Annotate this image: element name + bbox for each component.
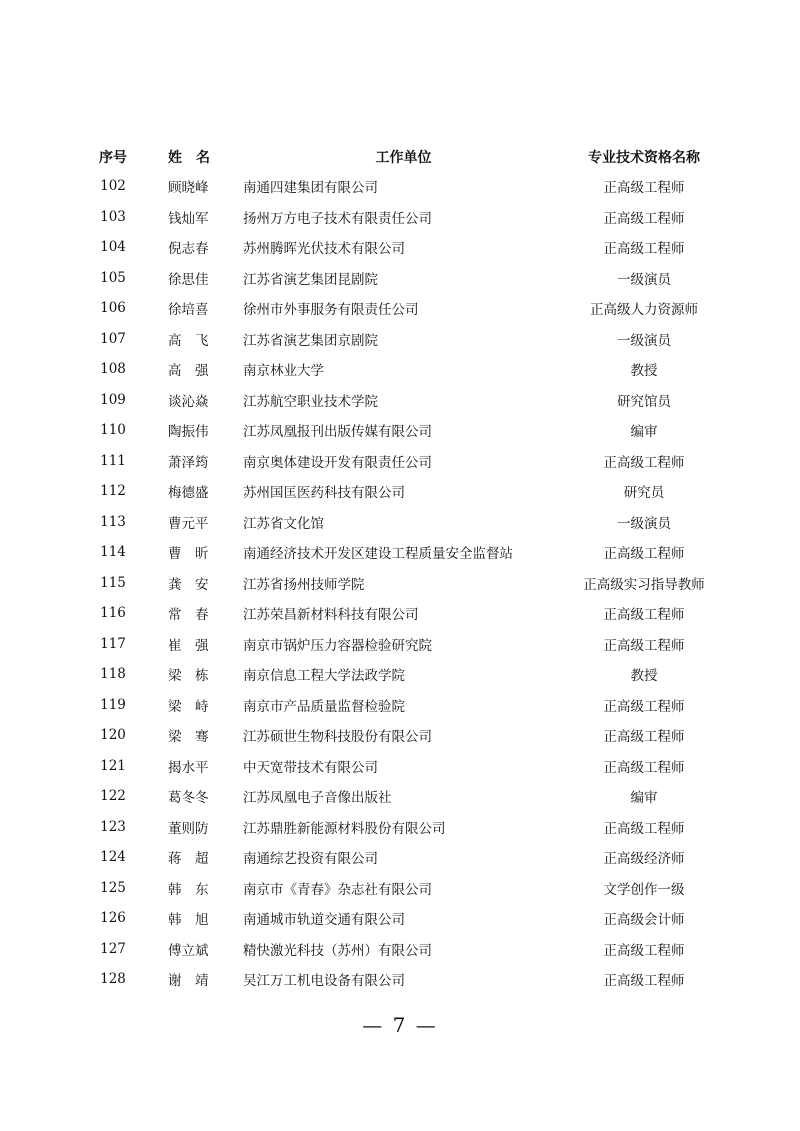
table-row: [88, 873, 714, 904]
row-no: 125: [100, 879, 126, 896]
row-name: 蒋 超: [168, 851, 209, 868]
row-title: 研究员: [623, 485, 665, 502]
row-name: 萧泽筠: [168, 454, 209, 471]
row-no: 102: [100, 178, 126, 195]
row-unit: 南通城市轨道交通有限公司: [243, 912, 405, 929]
row-unit: 江苏荣昌新材料科技有限公司: [243, 607, 419, 624]
table-row: [88, 842, 714, 873]
row-unit: 苏州国匡医药科技有限公司: [243, 485, 405, 502]
table-row: [88, 690, 714, 721]
row-title: 一级演员: [617, 271, 671, 288]
row-unit: 南京林业大学: [243, 363, 324, 380]
table-row: [88, 263, 714, 294]
row-name: 崔 强: [168, 637, 209, 654]
row-title: 正高级工程师: [603, 210, 685, 227]
header-name: 姓 名: [168, 150, 210, 166]
row-name: 徐思佳: [168, 271, 209, 288]
row-no: 105: [100, 269, 126, 286]
row-no: 119: [100, 696, 126, 713]
table-row: [88, 385, 714, 416]
table-row: [88, 232, 714, 263]
table-body: [88, 171, 714, 995]
row-unit: 南通四建集团有限公司: [243, 180, 378, 197]
row-title: 正高级工程师: [603, 180, 685, 197]
row-name: 揭水平: [168, 759, 209, 776]
row-no: 114: [100, 544, 126, 561]
row-title: 教授: [630, 363, 658, 380]
row-no: 126: [100, 910, 126, 927]
table-row: [88, 720, 714, 751]
row-title: 正高级会计师: [603, 912, 685, 929]
table-row: [88, 751, 714, 782]
row-title: 一级演员: [617, 332, 671, 349]
table-row: [88, 812, 714, 843]
row-title: 正高级工程师: [603, 637, 685, 654]
row-no: 128: [100, 971, 126, 988]
table-row: [88, 537, 714, 568]
row-title: 正高级实习指导教师: [583, 576, 705, 593]
table-row: [88, 598, 714, 629]
row-name: 顾晓峰: [168, 180, 209, 197]
row-title: 正高级工程师: [603, 454, 685, 471]
table-row: [88, 568, 714, 599]
row-no: 127: [100, 940, 126, 957]
row-title: 正高级工程师: [603, 241, 685, 258]
row-name: 梁 骞: [168, 729, 209, 746]
row-title: 正高级经济师: [603, 851, 685, 868]
row-no: 117: [100, 635, 126, 652]
table-row: [88, 293, 714, 324]
row-no: 123: [100, 818, 126, 835]
row-no: 113: [100, 513, 126, 530]
row-name: 高 飞: [168, 332, 209, 349]
row-unit: 江苏凤凰电子音像出版社: [243, 790, 392, 807]
table-row: [88, 202, 714, 233]
row-title: 正高级工程师: [603, 973, 685, 990]
row-name: 梁 峙: [168, 698, 209, 715]
page-number: — 7 —: [362, 1013, 438, 1037]
row-title: 正高级工程师: [603, 759, 685, 776]
row-name: 曹 昕: [168, 546, 209, 563]
header-no: 序号: [99, 150, 127, 166]
header-title: 专业技术资格名称: [588, 150, 700, 166]
row-name: 龚 安: [168, 576, 209, 593]
row-unit: 江苏省文化馆: [243, 515, 324, 532]
header-unit: 工作单位: [375, 150, 432, 166]
row-name: 倪志春: [168, 241, 209, 258]
row-unit: 南京信息工程大学法政学院: [243, 668, 405, 685]
row-unit: 江苏省演艺集团京剧院: [243, 332, 378, 349]
row-title: 一级演员: [617, 515, 671, 532]
row-no: 118: [100, 666, 126, 683]
row-no: 120: [100, 727, 126, 744]
row-unit: 南京市锅炉压力容器检验研究院: [243, 637, 432, 654]
row-unit: 江苏鼎胜新能源材料股份有限公司: [243, 820, 446, 837]
table-row: [88, 171, 714, 202]
row-unit: 江苏省扬州技师学院: [243, 576, 365, 593]
row-no: 108: [100, 361, 126, 378]
row-no: 121: [100, 757, 126, 774]
row-title: 正高级工程师: [603, 820, 685, 837]
row-no: 107: [100, 330, 126, 347]
row-title: 正高级工程师: [603, 729, 685, 746]
row-unit: 中天宽带技术有限公司: [243, 759, 378, 776]
table-row: [88, 629, 714, 660]
row-no: 110: [100, 422, 126, 439]
row-name: 葛冬冬: [168, 790, 209, 807]
table-header-row: [88, 143, 714, 171]
row-unit: 南京市产品质量监督检验院: [243, 698, 405, 715]
row-name: 韩 旭: [168, 912, 209, 929]
row-title: 正高级工程师: [603, 942, 685, 959]
row-unit: 徐州市外事服务有限责任公司: [243, 302, 419, 319]
row-title: 正高级工程师: [603, 698, 685, 715]
row-no: 116: [100, 605, 126, 622]
row-title: 研究馆员: [617, 393, 671, 410]
row-name: 曹元平: [168, 515, 209, 532]
row-unit: 南京奥体建设开发有限责任公司: [243, 454, 432, 471]
row-name: 傅立斌: [168, 942, 209, 959]
row-no: 115: [100, 574, 126, 591]
row-unit: 南通综艺投资有限公司: [243, 851, 378, 868]
row-no: 103: [100, 208, 126, 225]
row-name: 谢 靖: [168, 973, 209, 990]
table-row: [88, 903, 714, 934]
row-title: 编审: [630, 790, 658, 807]
row-title: 编审: [630, 424, 658, 441]
row-title: 正高级人力资源师: [590, 302, 698, 319]
row-name: 常 春: [168, 607, 209, 624]
table-row: [88, 659, 714, 690]
row-name: 徐培喜: [168, 302, 209, 319]
table-row: [88, 964, 714, 995]
table-row: [88, 415, 714, 446]
row-name: 韩 东: [168, 881, 209, 898]
row-unit: 江苏凤凰报刊出版传媒有限公司: [243, 424, 432, 441]
row-unit: 苏州腾晖光伏技术有限公司: [243, 241, 405, 258]
row-title: 文学创作一级: [603, 881, 685, 898]
row-name: 谈沁焱: [168, 393, 209, 410]
row-unit: 扬州万方电子技术有限责任公司: [243, 210, 432, 227]
row-title: 教授: [630, 668, 658, 685]
row-no: 109: [100, 391, 126, 408]
row-no: 122: [100, 788, 126, 805]
row-name: 陶振伟: [168, 424, 209, 441]
row-title: 正高级工程师: [603, 546, 685, 563]
row-name: 董则防: [168, 820, 209, 837]
table-row: [88, 934, 714, 965]
table-row: [88, 507, 714, 538]
table-row: [88, 324, 714, 355]
row-name: 梁 栋: [168, 668, 209, 685]
row-name: 梅德盛: [168, 485, 209, 502]
row-unit: 南通经济技术开发区建设工程质量安全监督站: [243, 546, 513, 563]
row-no: 124: [100, 849, 126, 866]
row-title: 正高级工程师: [603, 607, 685, 624]
table-row: [88, 781, 714, 812]
row-name: 高 强: [168, 363, 209, 380]
table-row: [88, 354, 714, 385]
row-unit: 吴江万工机电设备有限公司: [243, 973, 405, 990]
row-unit: 江苏航空职业技术学院: [243, 393, 378, 410]
row-no: 112: [100, 483, 126, 500]
row-no: 106: [100, 300, 126, 317]
qualification-table: [88, 143, 714, 995]
row-no: 111: [100, 452, 126, 469]
row-unit: 精快激光科技（苏州）有限公司: [243, 942, 432, 959]
table-row: [88, 476, 714, 507]
row-unit: 江苏省演艺集团昆剧院: [243, 271, 378, 288]
row-name: 钱灿军: [168, 210, 209, 227]
row-no: 104: [100, 239, 126, 256]
row-unit: 南京市《青春》杂志社有限公司: [243, 881, 432, 898]
row-unit: 江苏硕世生物科技股份有限公司: [243, 729, 432, 746]
table-row: [88, 446, 714, 477]
